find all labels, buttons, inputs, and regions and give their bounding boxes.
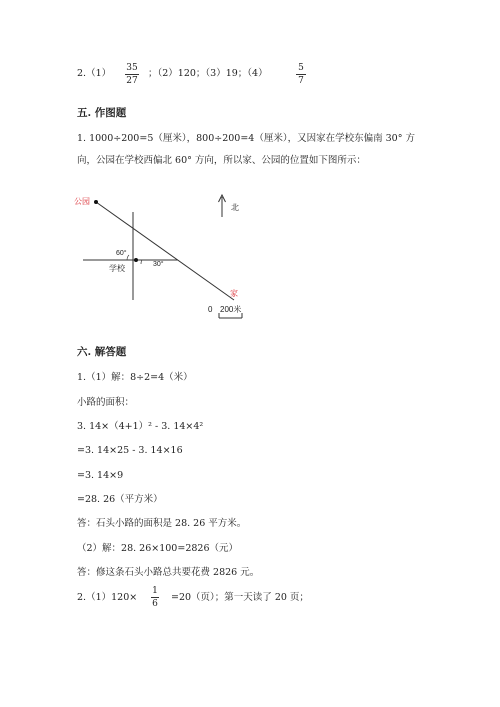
park-label: 公园 xyxy=(74,197,90,206)
solution-line-10-prefix: 2.（1）120× xyxy=(77,592,138,603)
section-6-title: 六. 解答题 xyxy=(77,346,127,358)
home-label: 家 xyxy=(230,289,238,298)
park-point xyxy=(94,200,98,204)
solution-line-8: （2）解：28. 26×100=2826（元） xyxy=(77,543,238,554)
location-diagram xyxy=(0,185,500,325)
scale-zero-label: 0 xyxy=(208,305,213,314)
fraction-numerator: 5 xyxy=(298,63,304,73)
answer-line-2-middle: ；（2）120；（3）19；（4） xyxy=(148,68,268,79)
angle-30-arc xyxy=(141,260,142,264)
solution-line-3: 3. 14×（4+1）² - 3. 14×4² xyxy=(77,421,204,432)
fraction-denominator: 7 xyxy=(298,76,304,86)
solution-line-10-suffix: =20（页）；第一天读了 20 页； xyxy=(171,592,309,603)
fraction-1-6 xyxy=(151,586,159,609)
section-5-paragraph-line-2: 向，公园在学校西偏北 60° 方向，所以家、公园的位置如下图所示： xyxy=(77,155,366,166)
fraction-numerator: 1 xyxy=(152,586,158,596)
solution-line-1: 1.（1）解：8÷2=4（米） xyxy=(77,372,193,383)
fraction-5-7 xyxy=(296,63,306,86)
fraction-35-27 xyxy=(125,63,139,86)
solution-line-7: 答：石头小路的面积是 28. 26 平方米。 xyxy=(77,518,247,529)
solution-line-4: =3. 14×25 - 3. 14×16 xyxy=(77,445,183,456)
scale-label: 200米 xyxy=(220,305,242,314)
fraction-denominator: 27 xyxy=(126,76,138,86)
solution-line-6: =28. 26（平方米） xyxy=(77,494,163,505)
school-label: 学校 xyxy=(109,264,125,273)
section-5-title: 五. 作图题 xyxy=(77,107,127,119)
angle-60-label: 60° xyxy=(116,250,127,257)
fraction-numerator: 35 xyxy=(126,63,138,73)
answer-line-2-prefix: 2.（1） xyxy=(77,68,112,79)
solution-line-5: =3. 14×9 xyxy=(77,470,124,481)
solution-line-2: 小路的面积： xyxy=(77,397,135,408)
section-5-paragraph-line-1: 1. 1000÷200=5（厘米），800÷200=4（厘米），又因家在学校东偏南 30° 方 xyxy=(77,133,415,144)
angle-60-arc xyxy=(127,255,129,260)
fraction-denominator: 6 xyxy=(152,599,158,609)
solution-line-9: 答：修这条石头小路总共要花费 2826 元。 xyxy=(77,567,260,578)
school-point xyxy=(134,258,138,262)
north-label: 北 xyxy=(231,203,239,212)
angle-30-label: 30° xyxy=(153,261,164,268)
